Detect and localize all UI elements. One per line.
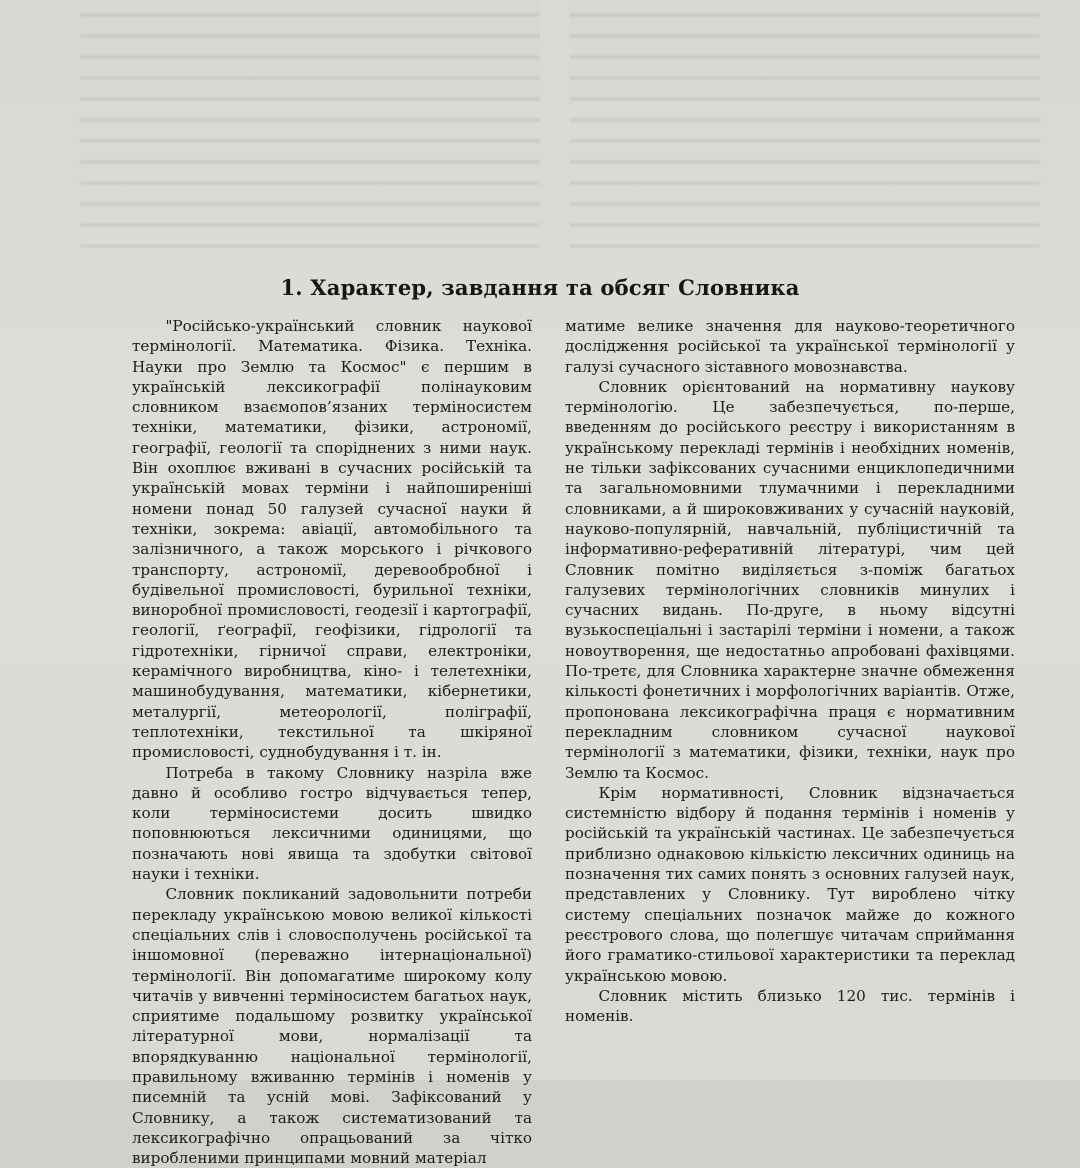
paragraph: "Російсько-український словник наукової термінології. Математика. Фізика. Техніка. Науки про Землю та Космос" є першим в українській лексикографії полінауковим словником взаємопов’язаних терміносистем техніки, математики, фізики, астрономії, географії, геології та споріднених з ними наук. Він охоплює вживані в сучасних російській та українській мовах терміни і найпоширеніші номени понад 50 галузей сучасної науки й техніки, зокрема: авіації, автомобільного та залізничного, а також морського і річкового транспорту, астрономії, деревообробної і будівельної промисловості, бурильної техніки, виноробної промисловості, геодезії і картографії, геології, ґеографії, геофізики, гідрології та гідротехніки, гірничої справи, електроніки, керамічного виробництва, кіно- і телетехніки, машинобудування, математики, кібернетики, металургії, метеорології, поліграфії, теплотехніки, текстильної та шкіряної промисловості, суднобудування і т. ін.	[132, 317, 532, 762]
paragraph: Словник покликаний задовольнити потреби перекладу українською мовою великої кількості спеціальних слів і словосполучень російської та іншомовної (переважно інтернаціональної) термінології. Він допомагатиме широкому колу читачів у вивченні терміносистем багатьох наук, сприятиме подальшому розвитку української літературної мови, нормалізації та впорядкуванню національної термінології, правильному вживанню термінів і номенів у писемній та усній мові. Зафіксований у Словнику, а також систематизований та лексикографічно опрацьований за чітко виробленими принципами мовний матеріал	[132, 885, 532, 1168]
section-heading: 1. Характер, завдання та обсяг Словника	[280, 275, 800, 300]
paragraph: Крім нормативності, Словник відзначається системністю відбору й подання термінів і номенів у російській та українській частинах. Це забезпечується приблизно однаковою кількістю лексичних одиниць на позначення тих самих понять з основних галузей наук, представлених у Словнику. Тут вироблено чітку систему спеціальних позначок майже до кожного реєстрового слова, що полегшує читачам сприймання його граматико-стильової характеристики та переклад українською мовою.	[565, 783, 1015, 985]
paragraph-continuation: матиме велике значення для науково-теоретичного дослідження російської та української термінології у галузі сучасного зіставного мовознавства.	[565, 317, 1015, 376]
paragraph: Потреба в такому Словнику назріла вже давно й особливо гостро відчувається тепер, коли терміносистеми досить швидко поповнюються лексичними одиницями, що позначають нові явища та здобутки світової науки і техніки.	[132, 763, 532, 884]
right-column	[565, 316, 1015, 1026]
paragraph: Словник орієнтований на нормативну наукову термінологію. Це забезпечується, по-перше, введенням до російського реєстру і використанням в українському перекладі термінів і необхідних номенів, не тільки зафіксованих сучасними енциклопедичними та загальномовними тлумачними і перекладними словниками, а й широковживаних у сучасній науковій, науково-популярній, навчальній, публіцистичній та інформативно-реферативній літературі, чим цей Словник помітно виділяється з-поміж багатьох галузевих термінологічних словників минулих і сучасних видань. По-друге, в ньому відсутні вузькоспеціальні і застарілі терміни і номени, а також новоутворення, ще недостатньо апробовані фахівцями. По-третє, для Словника характерне значне обмеження кількості фонетичних і морфологічних варіантів. Отже, пропонована лексикографічна праця є нормативним перекладним словником сучасної наукової термінології з математики, фізики, техніки, наук про Землю та Космос.	[565, 377, 1015, 782]
left-column	[132, 316, 532, 1168]
paragraph: Словник містить близько 120 тис. термінів і номенів.	[565, 986, 1015, 1026]
